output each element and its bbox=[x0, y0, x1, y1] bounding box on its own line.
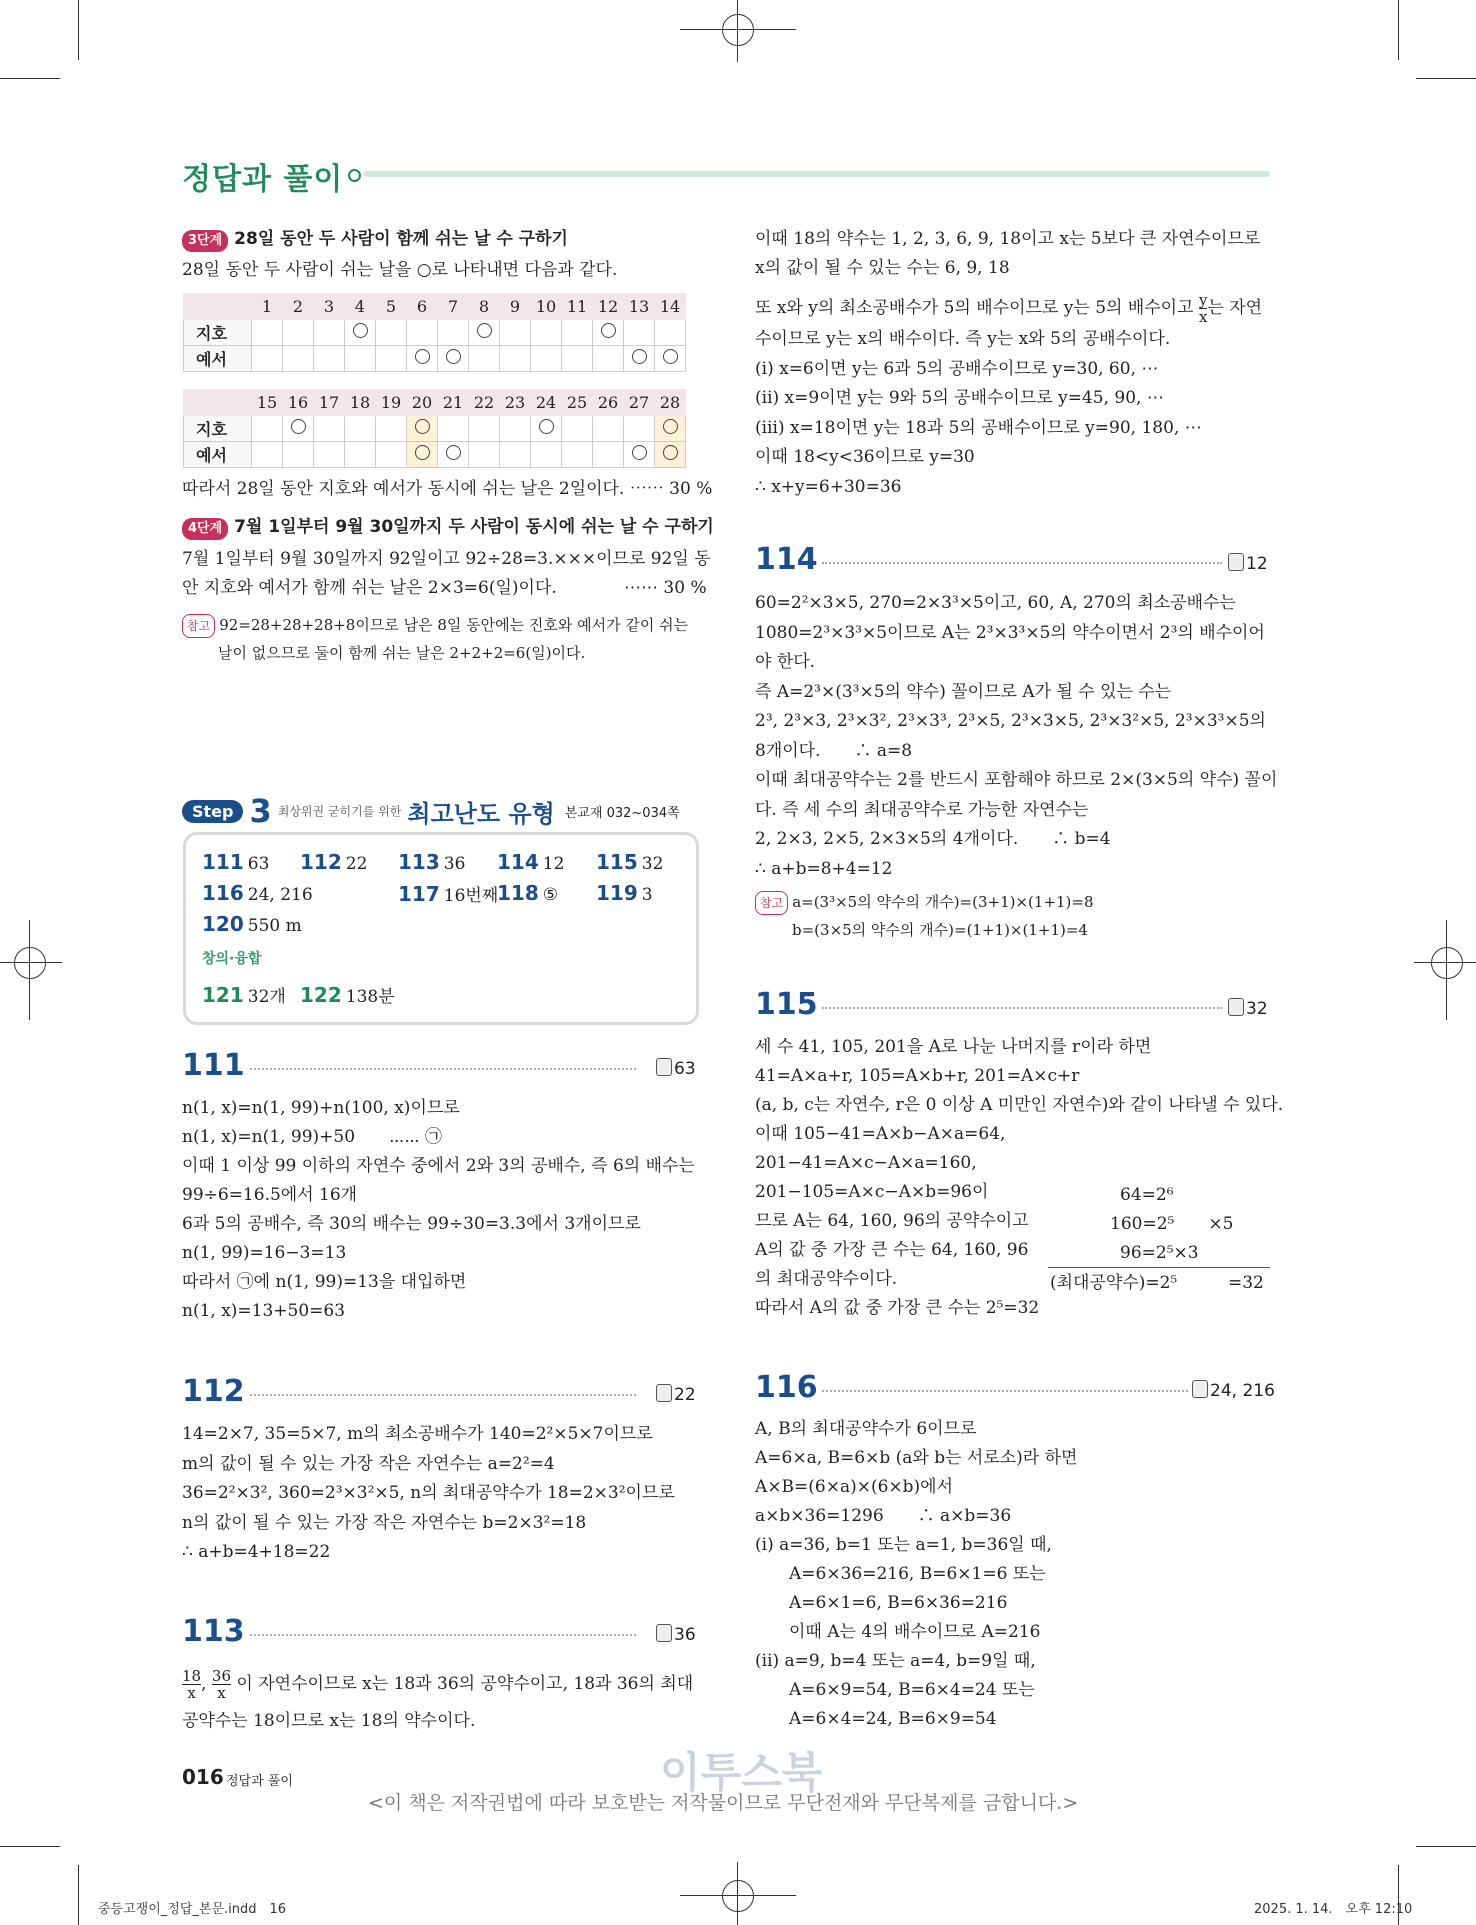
rest-circle-icon bbox=[446, 349, 461, 364]
answer-value: 22 bbox=[674, 1385, 696, 1405]
day-header: 3 bbox=[314, 294, 345, 320]
problem-answer bbox=[656, 1624, 696, 1645]
day-cell bbox=[252, 346, 283, 372]
day-cell bbox=[562, 320, 593, 346]
text-line: 즉 A=2³×(3³×5의 약수) 꼴이므로 A가 될 수 있는 수는 bbox=[755, 681, 1172, 702]
day-cell bbox=[438, 320, 469, 346]
crop-mark bbox=[0, 78, 60, 79]
answer-value: 32개 bbox=[247, 987, 286, 1007]
copyright-notice: <이 책은 저작권법에 따라 보호받는 저작물이므로 무단전재와 무단복제를 금합니다.> bbox=[368, 1792, 1079, 1814]
rest-circle-icon bbox=[601, 323, 616, 338]
text-line: 7월 1일부터 9월 30일까지 92일이고 92÷28=3.×××이므로 92일 동 bbox=[182, 549, 711, 569]
day-cell bbox=[314, 416, 345, 442]
text-line: 이때 1 이상 99 이하의 자연수 중에서 2와 3의 공배수, 즉 6의 배수는 bbox=[182, 1156, 695, 1176]
crop-mark bbox=[1446, 920, 1447, 1020]
problem-number: 111 bbox=[182, 1048, 245, 1083]
day-cell bbox=[252, 320, 283, 346]
problem-answer bbox=[656, 1058, 696, 1079]
answer-value: 63 bbox=[247, 854, 270, 874]
rest-circle-icon bbox=[632, 445, 647, 460]
footer-section: 정답과 풀이 bbox=[226, 1774, 293, 1789]
registration-mark bbox=[14, 947, 46, 979]
rest-circle-icon bbox=[539, 419, 554, 434]
text-line: 공약수는 18이므로 x는 18의 약수이다. bbox=[182, 1711, 476, 1731]
text-line: $\frac{18}{x}$ , $\frac{36}{x}$ 이 자연수이므로 x는 18과 36의 공약수이고, 18과 36의 최대 bbox=[182, 1667, 694, 1702]
step3-heading bbox=[182, 228, 568, 252]
answer-114 bbox=[497, 850, 564, 874]
answer-119 bbox=[596, 881, 653, 905]
registration-mark bbox=[1431, 947, 1463, 979]
text-line: 60=2²×3×5, 270=2×3³×5이고, 60, A, 270의 최소공배수는 bbox=[755, 593, 1236, 613]
text-line: 이때 18의 약수는 1, 2, 3, 6, 9, 18이고 x는 5보다 큰 자연수이므로 bbox=[755, 229, 1261, 249]
rest-circle-icon bbox=[663, 445, 678, 460]
answer-value: 36 bbox=[674, 1625, 696, 1645]
step-title: 최고난도 유형 bbox=[407, 799, 555, 828]
day-cell bbox=[345, 442, 376, 468]
day-cell bbox=[593, 320, 624, 346]
problem-answer bbox=[1192, 1380, 1275, 1401]
crop-mark bbox=[737, 0, 738, 62]
answer-icon bbox=[1228, 998, 1244, 1016]
day-cell bbox=[376, 416, 407, 442]
step-reference: 본교재 032~034쪽 bbox=[564, 805, 680, 821]
day-cell bbox=[655, 320, 686, 346]
text-line: A=6×36=216, B=6×1=6 또는 bbox=[755, 1564, 1046, 1584]
problem-answer bbox=[1228, 553, 1268, 574]
text-line: (ⅱ) a=9, b=4 또는 a=4, b=9일 때, bbox=[755, 1651, 1036, 1671]
day-cell bbox=[469, 346, 500, 372]
step-title: 28일 동안 두 사람이 함께 쉬는 날 수 구하기 bbox=[234, 229, 568, 249]
day-header: 12 bbox=[593, 294, 624, 320]
page-number: 016 bbox=[182, 1765, 224, 1789]
text-line: n(1, x)=n(1, 99)+50 ⋯⋯ ㉠ bbox=[182, 1127, 443, 1147]
text-line: (a, b, c는 자연수, r은 0 이상 A 미만인 자연수)와 같이 나타낼 수 있다. bbox=[755, 1095, 1284, 1115]
day-cell bbox=[469, 416, 500, 442]
answer-value: 12 bbox=[542, 854, 565, 874]
text-line: A=6×9=54, B=6×4=24 또는 bbox=[755, 1680, 1035, 1700]
crop-mark bbox=[680, 29, 796, 30]
day-header: 7 bbox=[438, 294, 469, 320]
rest-circle-icon bbox=[415, 349, 430, 364]
text-line: 또 x와 y의 최소공배수가 5의 배수이므로 y는 5의 배수이고 $\frac{y}{x}$ 는 자연 bbox=[755, 291, 1263, 326]
crop-mark bbox=[0, 1846, 60, 1847]
day-cell bbox=[283, 416, 314, 442]
day-cell bbox=[500, 320, 531, 346]
step-badge: 3단계 bbox=[182, 230, 228, 252]
registration-mark bbox=[722, 14, 754, 46]
day-header: 17 bbox=[314, 390, 345, 416]
answer-122 bbox=[300, 982, 395, 1007]
rest-circle-icon bbox=[632, 349, 647, 364]
crop-mark bbox=[29, 920, 30, 1020]
text-line: 므로 A는 64, 160, 96의 공약수이고 bbox=[755, 1211, 1029, 1231]
text-line: 41=A×a+r, 105=A×b+r, 201=A×c+r bbox=[755, 1066, 1080, 1086]
day-header: 1 bbox=[252, 294, 283, 320]
answer-value: 138분 bbox=[345, 987, 395, 1007]
answer-value: 24, 216 bbox=[247, 885, 313, 905]
rest-circle-icon bbox=[415, 419, 430, 434]
text-line: A×B=(6×a)×(6×b)에서 bbox=[755, 1477, 954, 1497]
dot-leader bbox=[822, 1007, 1222, 1009]
text-line: 다. 즉 세 수의 최대공약수로 가능한 자연수는 bbox=[755, 799, 1089, 820]
text-line: (ⅱ) x=9이면 y는 9와 5의 공배수이므로 y=45, 90, ⋯ bbox=[755, 388, 1164, 408]
day-cell bbox=[500, 416, 531, 442]
day-header: 26 bbox=[593, 390, 624, 416]
note-text: 92=28+28+28+8이므로 남은 8일 동안에는 진호와 예서가 같이 쉬는 bbox=[219, 616, 689, 634]
day-header: 9 bbox=[500, 294, 531, 320]
day-cell bbox=[314, 320, 345, 346]
text-line: ∴ x+y=6+30=36 bbox=[755, 476, 902, 497]
note-badge: 참고 bbox=[182, 614, 215, 638]
day-header: 18 bbox=[345, 390, 376, 416]
day-cell bbox=[531, 442, 562, 468]
answer-121 bbox=[202, 982, 286, 1007]
day-cell bbox=[252, 442, 283, 468]
answer-icon bbox=[656, 1384, 672, 1402]
answer-118 bbox=[497, 881, 558, 905]
publisher-logo: 이투스북 bbox=[660, 1748, 823, 1797]
text-line: A=6×4=24, B=6×9=54 bbox=[755, 1709, 997, 1729]
day-cell bbox=[531, 320, 562, 346]
day-cell bbox=[562, 346, 593, 372]
day-header: 2 bbox=[283, 294, 314, 320]
day-cell bbox=[562, 416, 593, 442]
answer-number: 114 bbox=[497, 850, 539, 874]
day-header: 6 bbox=[407, 294, 438, 320]
answer-value: 550 m bbox=[247, 916, 302, 936]
day-cell bbox=[376, 346, 407, 372]
text-line: 따라서 A의 값 중 가장 큰 수는 2⁵=32 bbox=[755, 1298, 1040, 1318]
day-cell bbox=[531, 416, 562, 442]
gcd-row: 64=2⁶ bbox=[1120, 1185, 1174, 1205]
day-header: 27 bbox=[624, 390, 655, 416]
day-cell bbox=[469, 442, 500, 468]
answer-number: 121 bbox=[202, 983, 244, 1007]
day-cell bbox=[407, 416, 438, 442]
day-cell bbox=[283, 442, 314, 468]
step-subtitle: 최상위권 굳히기를 위한 bbox=[277, 804, 402, 819]
rest-circle-icon bbox=[446, 445, 461, 460]
day-cell bbox=[283, 346, 314, 372]
text-line: 이때 A는 4의 배수이므로 A=216 bbox=[755, 1622, 1041, 1642]
answer-number: 119 bbox=[596, 881, 638, 905]
day-header: 10 bbox=[531, 294, 562, 320]
text-line: ∴ a+b=4+18=22 bbox=[182, 1542, 331, 1562]
text-line: 이때 18<y<36이므로 y=30 bbox=[755, 447, 975, 467]
day-header: 13 bbox=[624, 294, 655, 320]
day-cell bbox=[376, 442, 407, 468]
crop-mark bbox=[1398, 0, 1399, 60]
text-line: (ⅰ) a=36, b=1 또는 a=1, b=36일 때, bbox=[755, 1535, 1052, 1555]
step-title: 7월 1일부터 9월 30일까지 두 사람이 동시에 쉬는 날 수 구하기 bbox=[234, 517, 714, 537]
answer-111 bbox=[202, 850, 269, 874]
day-cell bbox=[624, 346, 655, 372]
text-line: 8개이다. ∴ a=8 bbox=[755, 740, 913, 761]
text-line: A=6×a, B=6×b (a와 b는 서로소)라 하면 bbox=[755, 1448, 1078, 1468]
score-percent: ⋯⋯ 30 % bbox=[624, 578, 707, 598]
text-line: n(1, x)=13+50=63 bbox=[182, 1301, 346, 1321]
day-header: 11 bbox=[562, 294, 593, 320]
answer-number: 111 bbox=[202, 850, 244, 874]
day-cell bbox=[252, 416, 283, 442]
row-label: 지호 bbox=[184, 320, 252, 346]
day-header: 5 bbox=[376, 294, 407, 320]
answer-number: 122 bbox=[300, 983, 342, 1007]
dot-leader bbox=[250, 1394, 636, 1396]
day-cell bbox=[593, 442, 624, 468]
answer-icon bbox=[1228, 553, 1244, 571]
day-header: 23 bbox=[500, 390, 531, 416]
rest-circle-icon bbox=[353, 323, 368, 338]
text-line: 201−105=A×c−A×b=96이 bbox=[755, 1182, 989, 1202]
day-header: 8 bbox=[469, 294, 500, 320]
day-cell bbox=[283, 320, 314, 346]
day-cell bbox=[624, 416, 655, 442]
crop-mark bbox=[680, 1895, 796, 1896]
answer-value: 3 bbox=[641, 885, 653, 905]
problem-number: 114 bbox=[755, 542, 818, 577]
fraction: $\frac{36}{x}$ bbox=[211, 1667, 231, 1702]
note-line: 날이 없으므로 둘이 함께 쉬는 날은 2+2+2=6(일)이다. bbox=[218, 644, 586, 662]
answer-number: 116 bbox=[202, 881, 244, 905]
day-cell bbox=[376, 320, 407, 346]
text-line: 이때 105−41=A×b−A×a=64, bbox=[755, 1124, 1006, 1144]
answer-icon bbox=[1192, 1380, 1208, 1398]
dot-leader bbox=[822, 562, 1222, 564]
day-cell bbox=[593, 346, 624, 372]
day-header: 19 bbox=[376, 390, 407, 416]
day-cell bbox=[438, 442, 469, 468]
title-rule bbox=[364, 171, 1270, 177]
text-line: n(1, 99)=16−3=13 bbox=[182, 1243, 347, 1263]
step-logo: Step bbox=[182, 800, 243, 823]
day-cell bbox=[469, 320, 500, 346]
text-line: ∴ a+b=8+4=12 bbox=[755, 858, 893, 879]
day-header: 14 bbox=[655, 294, 686, 320]
day-cell bbox=[407, 442, 438, 468]
creative-label: 창의·융합 bbox=[202, 951, 262, 967]
answer-120 bbox=[202, 912, 302, 936]
rest-circle-icon bbox=[663, 419, 678, 434]
answer-value: 63 bbox=[674, 1059, 696, 1079]
text-line: n(1, x)=n(1, 99)+n(100, x)이므로 bbox=[182, 1098, 460, 1118]
answer-value: ⑤ bbox=[542, 885, 558, 905]
answer-116 bbox=[202, 881, 313, 905]
day-cell bbox=[407, 320, 438, 346]
day-cell bbox=[655, 416, 686, 442]
rest-circle-icon bbox=[477, 323, 492, 338]
answer-number: 112 bbox=[300, 850, 342, 874]
gcd-rule bbox=[1048, 1267, 1270, 1268]
crop-mark bbox=[1416, 78, 1476, 79]
print-slug-date: 2025. 1. 14. 오후 12:10 bbox=[1254, 1902, 1413, 1917]
problem-number: 113 bbox=[182, 1614, 245, 1649]
text-line: (ⅲ) x=18이면 y는 18과 5의 공배수이므로 y=90, 180, ⋯ bbox=[755, 417, 1202, 438]
day-header: 4 bbox=[345, 294, 376, 320]
day-cell bbox=[314, 346, 345, 372]
text-line: x의 값이 될 수 있는 수는 6, 9, 18 bbox=[755, 258, 1010, 278]
day-header: 15 bbox=[252, 390, 283, 416]
step-badge: 4단계 bbox=[182, 518, 228, 540]
answer-value: 24, 216 bbox=[1210, 1381, 1275, 1401]
answer-number: 118 bbox=[497, 881, 539, 905]
text-line: 따라서 ㉠에 n(1, 99)=13을 대입하면 bbox=[182, 1272, 467, 1292]
text-line: n의 값이 될 수 있는 가장 작은 자연수는 b=2×3²=18 bbox=[182, 1512, 587, 1533]
crop-mark bbox=[78, 1865, 79, 1925]
answer-number: 117 bbox=[398, 882, 440, 906]
fraction: $\frac{18}{x}$ bbox=[182, 1667, 202, 1702]
row-label: 지호 bbox=[184, 416, 252, 442]
note-line: b=(3×5의 약수의 개수)=(1+1)×(1+1)=4 bbox=[792, 921, 1088, 939]
rest-circle-icon bbox=[415, 445, 430, 460]
text-line: 28일 동안 두 사람이 쉬는 날을 ○로 나타내면 다음과 같다. bbox=[182, 260, 618, 280]
day-cell bbox=[562, 442, 593, 468]
day-cell bbox=[345, 320, 376, 346]
text-line: 1080=2³×3³×5이므로 A는 2³×3³×5의 약수이면서 2³의 배수이어 bbox=[755, 622, 1265, 643]
text-line: 의 최대공약수이다. bbox=[755, 1269, 898, 1289]
crop-mark bbox=[0, 962, 62, 963]
answer-value: 36 bbox=[443, 854, 466, 874]
dot-leader bbox=[822, 1390, 1188, 1392]
title-dot-icon bbox=[348, 169, 361, 182]
day-cell bbox=[407, 346, 438, 372]
text-line: 이때 최대공약수는 2를 반드시 포함해야 하므로 2×(3×5의 약수) 꼴이 bbox=[755, 770, 1278, 790]
gcd-row: 160=2⁵ ×5 bbox=[1110, 1214, 1234, 1234]
problem-number: 112 bbox=[182, 1374, 245, 1409]
day-cell bbox=[624, 320, 655, 346]
answer-117 bbox=[398, 881, 498, 906]
note-badge: 참고 bbox=[755, 891, 788, 915]
print-slug-file: 중등고쟁이_정답_본문.indd 16 bbox=[98, 1902, 287, 1917]
calendar-table-2 bbox=[183, 389, 686, 468]
day-header: 16 bbox=[283, 390, 314, 416]
text-line: m의 값이 될 수 있는 가장 작은 자연수는 a=2²=4 bbox=[182, 1453, 555, 1474]
day-cell bbox=[345, 416, 376, 442]
answer-number: 115 bbox=[596, 850, 638, 874]
answer-value: 16번째 bbox=[443, 886, 499, 906]
text-line: 14=2×7, 35=5×7, m의 최소공배수가 140=2²×5×7이므로 bbox=[182, 1424, 653, 1444]
text-line: 2³, 2³×3, 2³×3², 2³×3³, 2³×5, 2³×3×5, 2³×3²×5, 2³×3³×5의 bbox=[755, 711, 1266, 731]
crop-mark bbox=[78, 0, 79, 60]
text-line: 36=2²×3², 360=2³×3²×5, n의 최대공약수가 18=2×3²이므로 bbox=[182, 1483, 675, 1503]
answer-value: 12 bbox=[1246, 554, 1268, 574]
day-cell bbox=[531, 346, 562, 372]
gcd-row: 96=2⁵×3 bbox=[1120, 1243, 1199, 1263]
day-header: 28 bbox=[655, 390, 686, 416]
gcd-result: (최대공약수)=2⁵ bbox=[1050, 1273, 1178, 1293]
answer-113 bbox=[398, 850, 465, 874]
note-line: 참고 a=(3³×5의 약수의 개수)=(3+1)×(1+1)=8 bbox=[755, 891, 1094, 915]
text-line: 안 지호와 예서가 함께 쉬는 날은 2×3=6(일)이다. bbox=[182, 578, 557, 598]
row-label: 예서 bbox=[184, 442, 252, 468]
rest-circle-icon bbox=[291, 419, 306, 434]
text-line: 수이므로 y는 x의 배수이다. 즉 y는 x와 5의 공배수이다. bbox=[755, 329, 1171, 349]
problem-answer bbox=[656, 1384, 696, 1405]
day-header: 20 bbox=[407, 390, 438, 416]
problem-answer bbox=[1228, 998, 1268, 1019]
row-label: 예서 bbox=[184, 346, 252, 372]
page-title: 정답과 풀이 bbox=[182, 162, 344, 197]
day-header: 24 bbox=[531, 390, 562, 416]
text-line: A의 값 중 가장 큰 수는 64, 160, 96 bbox=[755, 1240, 1029, 1260]
day-header: 25 bbox=[562, 390, 593, 416]
day-cell bbox=[438, 416, 469, 442]
problem-number: 115 bbox=[755, 987, 818, 1022]
text-line: A, B의 최대공약수가 6이므로 bbox=[755, 1419, 977, 1439]
day-cell bbox=[655, 346, 686, 372]
day-header: 21 bbox=[438, 390, 469, 416]
day-header: 22 bbox=[469, 390, 500, 416]
answer-number: 120 bbox=[202, 912, 244, 936]
day-cell bbox=[438, 346, 469, 372]
gcd-result: =32 bbox=[1228, 1273, 1264, 1293]
fraction: $\frac{y}{x}$ bbox=[1198, 291, 1208, 326]
answer-icon bbox=[656, 1058, 672, 1076]
step-number: 3 bbox=[249, 792, 272, 830]
answer-value: 32 bbox=[641, 854, 664, 874]
crop-mark bbox=[737, 1862, 738, 1925]
day-cell bbox=[624, 442, 655, 468]
answer-icon bbox=[656, 1624, 672, 1642]
step3-banner bbox=[182, 792, 680, 830]
rest-circle-icon bbox=[663, 349, 678, 364]
text-line: 99÷6=16.5에서 16개 bbox=[182, 1185, 358, 1205]
text-line: a×b×36=1296 ∴ a×b=36 bbox=[755, 1506, 1012, 1526]
answer-value: 32 bbox=[1246, 999, 1268, 1019]
answer-value: 22 bbox=[345, 854, 368, 874]
calendar-table-1 bbox=[183, 293, 686, 372]
dot-leader bbox=[250, 1634, 636, 1636]
text-line: 따라서 28일 동안 지호와 예서가 동시에 쉬는 날은 2일이다. ⋯⋯ 30 % bbox=[182, 479, 713, 499]
text-line: A=6×1=6, B=6×36=216 bbox=[755, 1593, 1008, 1613]
text-line: 201−41=A×c−A×a=160, bbox=[755, 1153, 977, 1173]
text-line: 2, 2×3, 2×5, 2×3×5의 4개이다. ∴ b=4 bbox=[755, 829, 1111, 849]
problem-number: 116 bbox=[755, 1370, 818, 1405]
day-cell bbox=[593, 416, 624, 442]
answer-112 bbox=[300, 850, 367, 874]
dot-leader bbox=[250, 1068, 636, 1070]
registration-mark bbox=[722, 1880, 754, 1912]
answer-115 bbox=[596, 850, 663, 874]
day-cell bbox=[655, 442, 686, 468]
day-cell bbox=[500, 346, 531, 372]
text-line: 야 한다. bbox=[755, 652, 816, 672]
text-line: (ⅰ) x=6이면 y는 6과 5의 공배수이므로 y=30, 60, ⋯ bbox=[755, 358, 1159, 379]
crop-mark bbox=[1414, 962, 1476, 963]
answer-number: 113 bbox=[398, 850, 440, 874]
day-cell bbox=[314, 442, 345, 468]
text-line: 세 수 41, 105, 201을 A로 나눈 나머지를 r이라 하면 bbox=[755, 1037, 1152, 1057]
text-line: 6과 5의 공배수, 즉 30의 배수는 99÷30=3.3에서 3개이므로 bbox=[182, 1214, 641, 1234]
day-cell bbox=[345, 346, 376, 372]
step4-heading bbox=[182, 516, 714, 540]
note-line bbox=[182, 614, 688, 638]
crop-mark bbox=[1416, 1846, 1476, 1847]
day-cell bbox=[500, 442, 531, 468]
